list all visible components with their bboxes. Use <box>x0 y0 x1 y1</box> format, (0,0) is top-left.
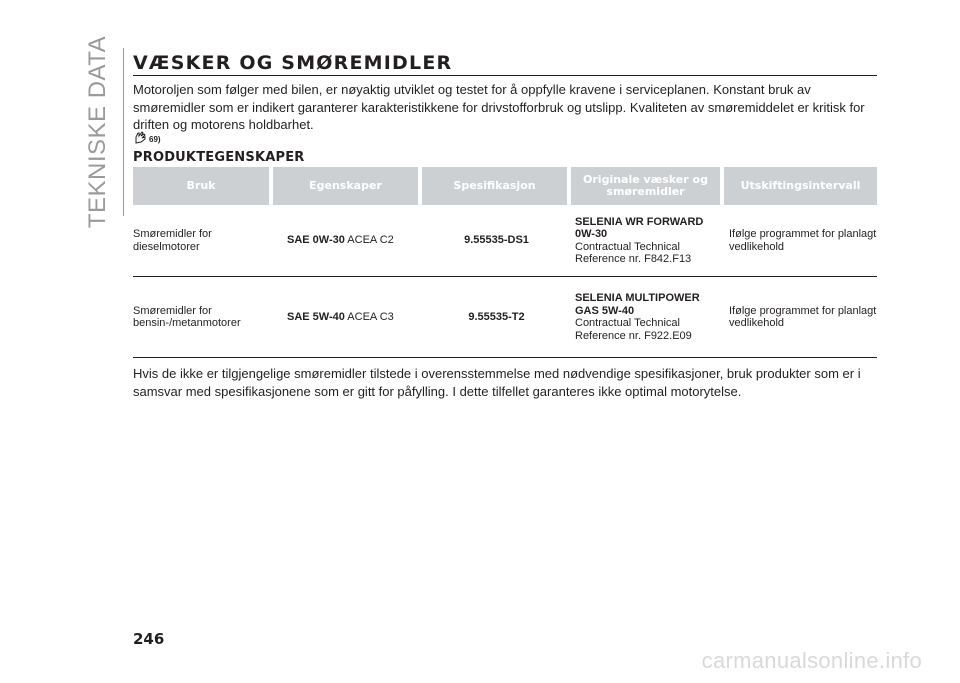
product-reference: Contractual Technical Reference nr. F842.F13 <box>575 240 692 265</box>
side-section-label: TEKNISKE DATA <box>84 35 111 229</box>
property-standard: ACEA C2 <box>344 234 394 247</box>
property-grade: SAE 5W-40 <box>287 310 345 323</box>
warning-hand-icon <box>133 130 147 149</box>
cell-interval: Ifølge programmet for planlagt vedlikehold <box>729 228 877 253</box>
cell-original-fluid <box>571 292 725 342</box>
outro-paragraph: Hvis de ikke er tilgjengelige smøremidler tilstede i overensstemmelse med nødvendige spesifikasjoner, bruk produkter som er i samsvar med spesifikasjonene som er gitt for påfylling. I dette tilfellet garanteres ikke optimal motorytelse. <box>133 366 861 399</box>
header-cell-properties: Egenskaper <box>273 167 418 205</box>
product-name: SELENIA MULTIPOWER GAS 5W-40 <box>575 292 700 317</box>
page-title: VÆSKER OG SMØREMIDLER <box>133 52 453 74</box>
product-reference: Contractual Technical Reference nr. F922.E09 <box>575 317 692 342</box>
title-divider <box>133 75 877 76</box>
watermark: carmanualsonline.info <box>701 648 922 673</box>
cell-specification: 9.55535-T2 <box>468 310 525 323</box>
cell-use: Smøremidler for dieselmotorer <box>133 228 212 253</box>
row-divider <box>133 357 877 358</box>
cell-use: Smøremidler for bensin-/metanmotorer <box>133 304 241 329</box>
header-cell-specification: Spesifikasjon <box>422 167 567 205</box>
property-standard: ACEA C3 <box>344 310 394 323</box>
cell-original-fluid <box>571 216 725 266</box>
cell-property <box>273 234 422 247</box>
header-cell-interval: Utskiftingsintervall <box>724 167 877 205</box>
section-subtitle: PRODUKTEGENSKAPER <box>133 150 305 165</box>
side-divider <box>123 48 124 216</box>
property-grade: SAE 0W-30 <box>287 234 345 247</box>
reference-number: 69) <box>149 134 161 144</box>
header-cell-original-fluids: Originale væsker og smøremidler <box>571 167 720 205</box>
cell-property <box>273 311 422 324</box>
table-row <box>133 205 877 276</box>
intro-paragraph: Motoroljen som følger med bilen, er nøyaktig utviklet og testet for å oppfylle kravene i serviceplanen. Konstant bruk av smøremidler som er indikert garanterer karakteristikkene for drivstofforbruk og utslipp. Kvaliteten av smøremiddelet er kritisk for driften og motorens holdbarhet. <box>133 82 865 132</box>
header-cell-use: Bruk <box>133 167 269 205</box>
product-name: SELENIA WR FORWARD 0W-30 <box>575 215 704 240</box>
table-header <box>133 167 877 205</box>
product-table <box>133 167 877 358</box>
table-row <box>133 277 877 357</box>
page-number: 246 <box>133 630 165 648</box>
reference-note <box>133 131 161 147</box>
cell-specification: 9.55535-DS1 <box>464 234 529 247</box>
cell-interval: Ifølge programmet for planlagt vedlikehold <box>729 304 877 329</box>
